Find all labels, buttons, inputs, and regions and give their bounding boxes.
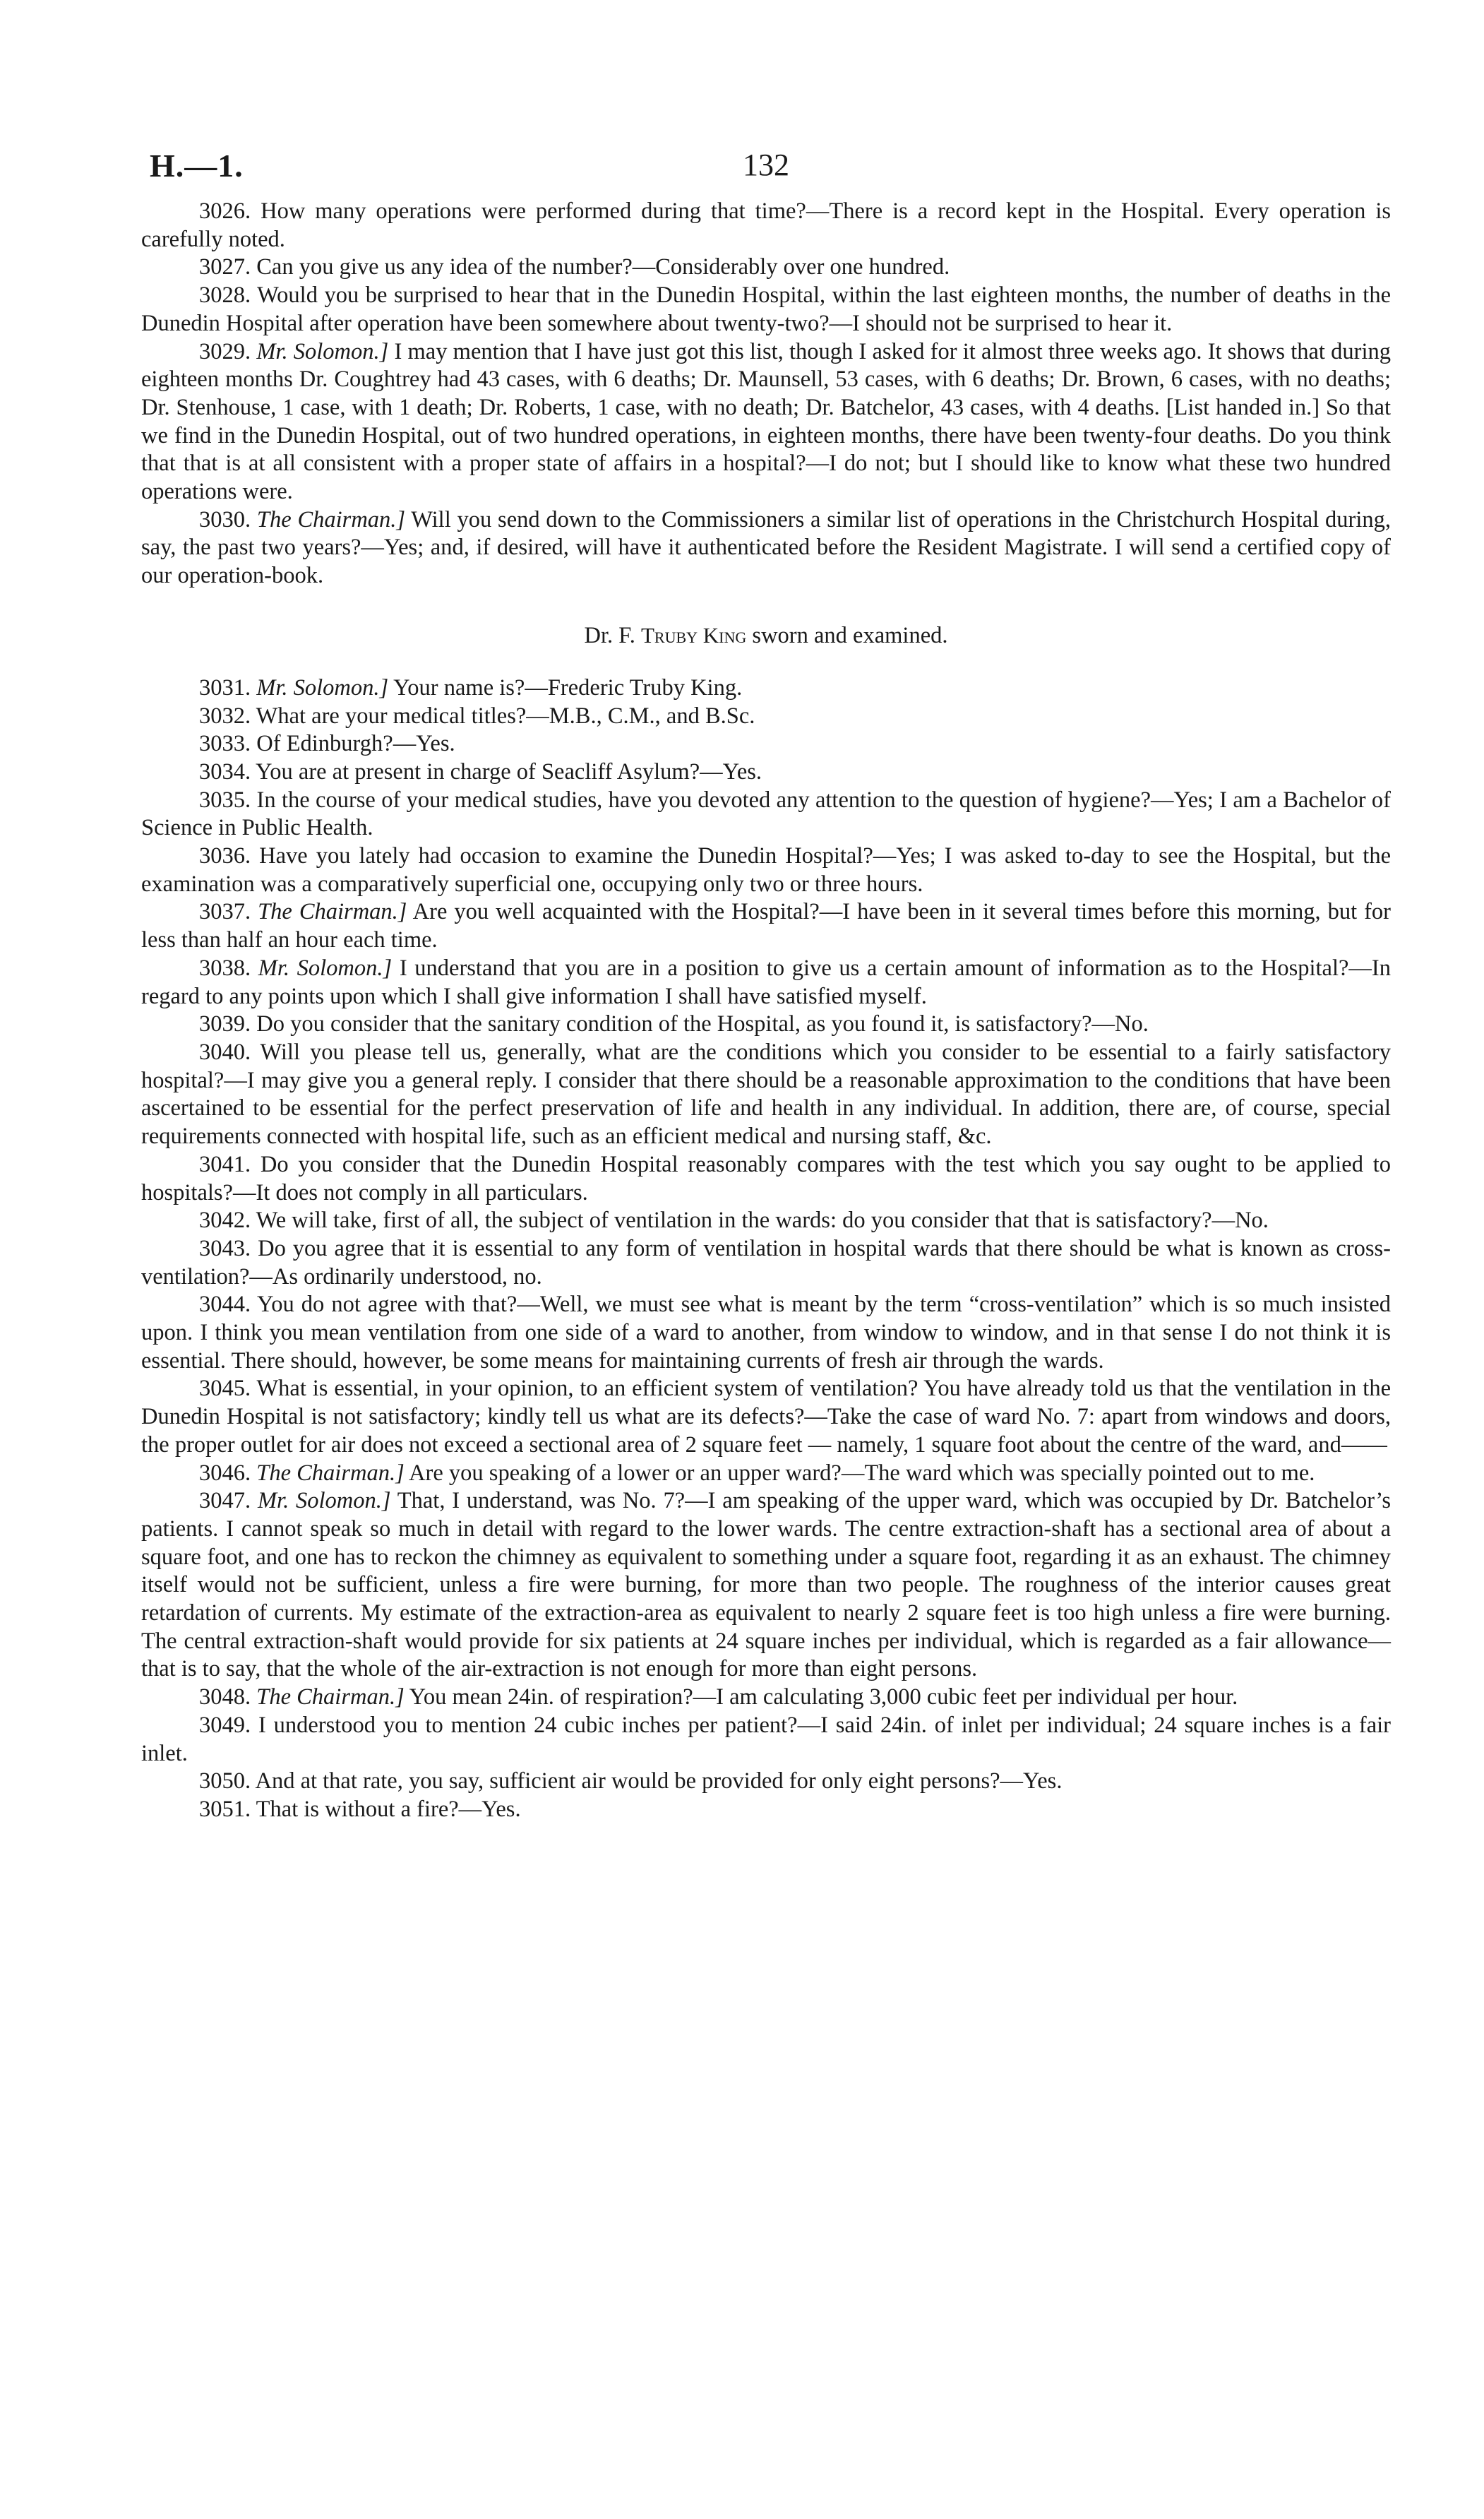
page-number: 132 xyxy=(743,148,789,182)
question-text: Your name is?—Frederic Truby King. xyxy=(393,674,743,701)
question-text: What are your medical titles?—M.B., C.M., and B.Sc. xyxy=(256,703,755,729)
question-paragraph xyxy=(141,1207,1391,1235)
witness-name: Truby King xyxy=(640,622,747,648)
question-number: 3038. xyxy=(199,955,251,981)
question-number: 3048. xyxy=(199,1684,251,1710)
speaker-label: The Chairman.] xyxy=(256,1684,405,1710)
speaker-label: Mr. Solomon.] xyxy=(256,674,389,701)
question-paragraph xyxy=(141,758,1391,787)
question-paragraph xyxy=(141,898,1391,954)
question-text: You do not agree with that?—Well, we must see what is meant by the term “cross-ventilation” which is so much insisted upon. I think you mean ventilation from one side of a ward to another, from window to window, and in that sense I do not think it is essential. There should, however, be some means for maintaining currents of fresh air through the wards. xyxy=(141,1292,1391,1374)
document-reference: H.—1. xyxy=(150,148,244,184)
question-text: That is without a fire?—Yes. xyxy=(256,1796,521,1822)
heading-suffix: sworn and examined. xyxy=(746,622,948,648)
question-number: 3031. xyxy=(199,674,251,701)
question-paragraph xyxy=(141,198,1391,254)
question-paragraph xyxy=(141,730,1391,758)
question-number: 3033. xyxy=(199,731,251,757)
question-paragraph xyxy=(141,1375,1391,1459)
question-number: 3027. xyxy=(199,254,251,280)
question-number: 3045. xyxy=(199,1376,251,1402)
question-paragraph xyxy=(141,1460,1391,1488)
speaker-label: Mr. Solomon.] xyxy=(257,1488,391,1514)
question-number: 3041. xyxy=(199,1151,251,1177)
speaker-label: The Chairman.] xyxy=(258,899,407,925)
speaker-label: Mr. Solomon.] xyxy=(256,338,389,364)
question-text: Do you consider that the Dunedin Hospital reasonably compares with the test which you say ought to be applied to hospitals?—It does not comply in all particulars. xyxy=(141,1151,1392,1205)
question-text: Do you consider that the sanitary condition of the Hospital, as you found it, is satisfactory?—No. xyxy=(256,1011,1149,1037)
question-number: 3026. xyxy=(199,198,251,224)
question-number: 3046. xyxy=(199,1460,251,1486)
question-paragraph xyxy=(141,842,1391,898)
question-paragraph xyxy=(141,1235,1391,1291)
question-paragraph xyxy=(141,338,1391,506)
question-text: What is essential, in your opinion, to an efficient system of ventilation? You have already told us that the ventilation in the Dunedin Hospital is not satisfactory; kindly tell us what are its defects?—Take the case of ward No. 7: apart from windows and doors, the proper outlet for air does not exceed a sectional area of 2 square feet — namely, 1 square foot about the centre of the ward, and—— xyxy=(141,1376,1391,1458)
question-text: Will you please tell us, generally, what are the conditions which you consider to be essential to a fairly satisfactory hospital?—I may give you a general reply. I consider that there should be a reasonable approximation to the conditions that have been ascertained to be essential for the perfect preservation of life and health in any individual. In addition, there are, of course, special requirements connected with hospital life, such as an efficient medical and nursing staff, &c. xyxy=(141,1039,1391,1150)
question-number: 3039. xyxy=(199,1011,251,1037)
question-text: Will you send down to the Commissioners a similar list of operations in the Christchurch Hospital during, say, the past two years?—Yes; and, if desired, will have it authenticated before the Resident Magistrate. I will send a certified copy of our operation-book. xyxy=(141,506,1391,589)
evidence-block-1 xyxy=(141,198,1391,590)
question-paragraph xyxy=(141,1712,1391,1768)
speaker-label: Mr. Solomon.] xyxy=(258,955,393,981)
witness-heading xyxy=(141,623,1391,649)
question-paragraph xyxy=(141,282,1391,338)
question-text: I may mention that I have just got this list, though I asked for it almost three weeks ago. It shows that during eighteen months Dr. Coughtrey had 43 cases, with 6 deaths; Dr. Maunsell, 53 cases, with 6 deaths; Dr. Brown, 6 cases, with no deaths; Dr. Stenhouse, 1 case, with 1 death; Dr. Roberts, 1 case, with no death; Dr. Batchelor, 43 cases, with 4 deaths. [List handed in.] So that we find in the Dunedin Hospital, out of two hundred operations, in eighteen months, there have been twenty-four deaths. Do you think that that is at all consistent with a proper state of affairs in a hospital?—I do not; but I should like to know what these two hundred operations were. xyxy=(141,338,1391,505)
question-paragraph xyxy=(141,674,1391,703)
question-text: Have you lately had occasion to examine the Dunedin Hospital?—Yes; I was asked to-day to see the Hospital, but the examination was a comparatively superficial one, occupying only two or three hours. xyxy=(141,843,1391,897)
question-number: 3042. xyxy=(199,1208,251,1234)
question-number: 3049. xyxy=(199,1712,251,1738)
question-paragraph xyxy=(141,1684,1391,1712)
question-text: Can you give us any idea of the number?—Considerably over one hundred. xyxy=(256,254,950,280)
question-text: Do you agree that it is essential to any form of ventilation in hospital wards that there should be what is known as cross-ventilation?—As ordinarily understood, no. xyxy=(141,1235,1392,1290)
question-paragraph xyxy=(141,1039,1391,1151)
question-number: 3037. xyxy=(199,899,251,925)
question-text: I understand that you are in a position to give us a certain amount of information as to the Hospital?—In regard to any points upon which I shall give information I shall have satisfied myself. xyxy=(141,955,1392,1009)
question-number: 3028. xyxy=(199,282,251,309)
question-number: 3029. xyxy=(199,338,251,364)
question-number: 3032. xyxy=(199,703,251,729)
question-paragraph xyxy=(141,254,1391,282)
question-text: You are at present in charge of Seacliff Asylum?—Yes. xyxy=(256,758,762,785)
speaker-label: The Chairman.] xyxy=(256,506,406,532)
question-paragraph xyxy=(141,955,1391,1011)
question-paragraph xyxy=(141,1487,1391,1684)
question-number: 3047. xyxy=(199,1488,251,1514)
question-text: In the course of your medical studies, have you devoted any attention to the question of hygiene?—Yes; I am a Bachelor of Science in Public Health. xyxy=(141,787,1392,841)
evidence-block-2 xyxy=(141,674,1391,1824)
question-number: 3043. xyxy=(199,1235,251,1261)
question-number: 3030. xyxy=(199,506,251,532)
question-paragraph xyxy=(141,1291,1391,1375)
question-number: 3034. xyxy=(199,758,251,785)
question-number: 3035. xyxy=(199,787,251,813)
question-text: Would you be surprised to hear that in the Dunedin Hospital, within the last eighteen months, the number of deaths in the Dunedin Hospital after operation have been somewhere about twenty-two?—I should not be surprised to hear it. xyxy=(141,282,1391,336)
document-page xyxy=(141,141,1391,1824)
question-text: Are you speaking of a lower or an upper ward?—The ward which was specially pointed out to me. xyxy=(409,1460,1315,1486)
question-paragraph xyxy=(141,787,1391,842)
question-text: That, I understand, was No. 7?—I am speaking of the upper ward, which was occupied by Dr. Batchelor’s patients. I cannot speak so much in detail with regard to the lower wards. The centre extraction-shaft has a sectional area of about a square foot, and one has to reckon the chimney as equivalent to something under a square foot, regarding it as an exhaust. The chimney itself would not be sufficient, unless a fire were burning, for more than two people. The roughness of the interior causes great retardation of currents. My estimate of the extraction-area as equivalent to nearly 2 square feet is too high unless a fire were burning. The central extraction-shaft would provide for six patients at 24 square inches per individual, which is regarded as a fair allowance—that is to say, that the whole of the air-extraction is not enough for more than eight persons. xyxy=(141,1488,1391,1682)
question-paragraph xyxy=(141,1151,1391,1207)
question-text: And at that rate, you say, sufficient air would be provided for only eight persons?—Yes. xyxy=(255,1768,1063,1794)
question-text: I understood you to mention 24 cubic inches per patient?—I said 24in. of inlet per individual; 24 square inches is a fair inlet. xyxy=(141,1712,1391,1766)
question-text: How many operations were performed during that time?—There is a record kept in the Hospital. Every operation is carefully noted. xyxy=(141,198,1392,252)
question-text: We will take, first of all, the subject of ventilation in the wards: do you consider that that is satisfactory?—No. xyxy=(256,1208,1269,1234)
heading-prefix: Dr. F. xyxy=(584,622,641,648)
question-number: 3036. xyxy=(199,843,251,869)
question-paragraph xyxy=(141,1768,1391,1796)
question-number: 3051. xyxy=(199,1796,251,1822)
page-header xyxy=(141,141,1391,198)
speaker-label: The Chairman.] xyxy=(256,1460,405,1486)
question-number: 3050. xyxy=(199,1768,251,1794)
question-text: You mean 24in. of respiration?—I am calculating 3,000 cubic feet per individual per hour. xyxy=(409,1684,1238,1710)
question-text: Are you well acquainted with the Hospital?—I have been in it several times before this morning, but for less than half an hour each time. xyxy=(141,899,1392,953)
question-paragraph xyxy=(141,506,1391,590)
question-paragraph xyxy=(141,1011,1391,1039)
question-number: 3040. xyxy=(199,1039,251,1065)
question-number: 3044. xyxy=(199,1292,251,1318)
question-paragraph xyxy=(141,1796,1391,1824)
question-text: Of Edinburgh?—Yes. xyxy=(256,731,455,757)
question-paragraph xyxy=(141,703,1391,731)
